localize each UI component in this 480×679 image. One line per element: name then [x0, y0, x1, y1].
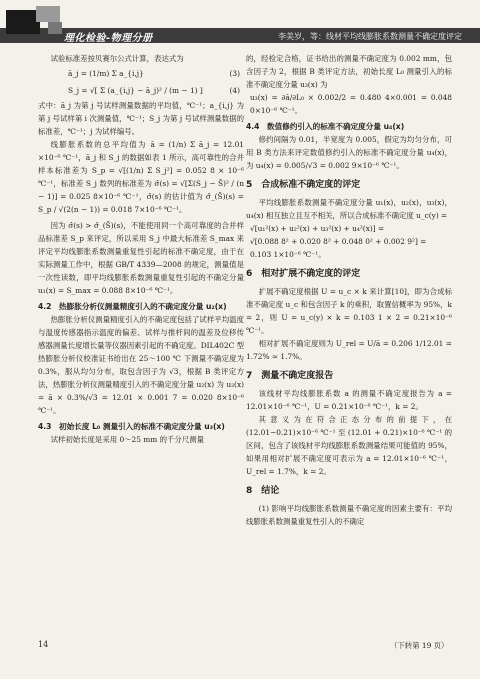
paragraph: 扩展不确定度根据 U = u_c × k 来计算[10]，即为合成标准不确定度 u_c 和包含因子 k 的乘积，取置信概率为 95%，k = 2，则 U = u_c(y) × k = 0.103 1 × 2 = 0.21×10⁻⁶ ℃⁻¹。	[246, 287, 452, 335]
section-heading-6: 6 相对扩展不确定度的评定	[246, 269, 361, 279]
paragraph: 相对扩展不确定度则为 U_rel = U/ā = 0.206 1/12.01 = 1.72% ≈ 1.7%。	[246, 339, 452, 361]
paragraph: 线膨胀系数的总平均值为 ā = (1/n) Σ ā_j = 12.01 ×10⁻⁶ ℃⁻¹，ā_j 和 S_j 的数据如表 1 所示，高可靠性的合并样本标准差为 S_p = √[(1/n) Σ S_j²] = 0.052 8 × 10⁻⁶ ℃⁻¹，标准差 S_j 数列的标准差为 σ̂(s) = √[Σ(S_j − S̄)² / (n − 1)] = 0.025 8×10⁻⁶ ℃⁻¹，σ̂(s) 的估计值为 σ̂_(S̄)(s) = S_p / √(2(n − 1)) = 0.018 7×10⁻⁶ ℃⁻¹。	[38, 140, 244, 214]
continued-note: （下转第 19 页）	[390, 641, 449, 650]
paragraph: 式中：ā_j 为第 j 号试样测量数据的平均值，℃⁻¹；a_{i,j} 为第 j 号试样第 i 次测量值，℃⁻¹；S_j 为第 j 号试样测量数据的标准差，℃⁻¹；j 为试样编号。	[38, 101, 244, 136]
journal-header	[0, 0, 480, 46]
equation-number: (4)	[229, 86, 240, 95]
paragraph: 试验标准差按贝赛尔公式计算，表达式为	[50, 54, 184, 63]
paragraph: 因为 σ̂(s) > σ̂_(S̄)(s)，不能使用同一个高可靠度的合并样品标准差 S_p 来评定，所以采用 S_j 中最大标准差 S_max 来评定平均线膨胀系数测量重复性引起的标准不确定度，由于在实际测量工作中，根据 GB/T 4339—2008 的规定，测量值是一次性读数，即平均线膨胀系数测量重复性引起的不确定分量 u₁(x) = S_max = 0.088 8×10⁻⁶ ℃⁻¹。	[38, 221, 244, 295]
equation-body: ā_j = (1/m) Σ a_{i,j}	[68, 69, 144, 78]
equation-uc-c: 0.103 1×10⁻⁶ ℃⁻¹。	[250, 250, 326, 259]
equation-3	[38, 65, 244, 82]
paragraph: 试样初始长度是采用 0～25 mm 的千分尺测量	[50, 435, 205, 444]
page-number: 14	[38, 640, 49, 649]
left-column	[38, 52, 244, 446]
section-heading-4-3: 4.3 初始长度 L₀ 测量引入的标准不确定度分量 u₃(x)	[38, 422, 225, 431]
paragraph: (1) 影响平均线膨胀系数测量不确定度的因素主要有：平均线膨胀系数测量重复性引入的不确定	[246, 504, 452, 526]
running-title: 李美岁，等：线材平均线膨胀系数测量不确定度评定	[278, 32, 462, 41]
paragraph: 该线材平均线膨胀系数 a 的测量不确定度报告为 a = 12.01×10⁻⁶ ℃⁻¹，U = 0.21×10⁻⁶ ℃⁻¹，k = 2。	[246, 389, 452, 411]
section-heading-7: 7 测量不确定度报告	[246, 371, 334, 381]
journal-logo	[6, 6, 64, 42]
equation-uc-b: √[0.088 8² + 0.020 8² + 0.048 0² + 0.002 9²] =	[250, 237, 427, 246]
equation-body: S_j = √[ Σ (a_{i,j} − ā_j)² / (m − 1) ]	[68, 86, 203, 95]
paragraph: 平均线膨胀系数测量不确定度分量 u₁(x)，u₂(x)，u₃(x)，u₄(x) 相互独立且互不相关，所以合成标准不确定度 u_c(y) =	[246, 198, 452, 220]
paragraph: 其意义为在符合正态分布的前提下，在 (12.01−0.21)×10⁻⁶ ℃⁻¹ 至 (12.01 + 0.21)×10⁻⁶ ℃⁻¹ 的区间，包含了该线材平均线膨胀系数测量结果可能值的 95%，如果用相对扩展不确定度可表示为 a = 12.01×10⁻⁶ ℃⁻¹，U_rel = 1.7%，k = 2。	[246, 415, 452, 476]
right-column	[246, 52, 452, 528]
equation-number: (3)	[229, 69, 240, 78]
equation-uc-a: √[u₁²(x) + u₂²(x) + u₃²(x) + u₄²(x)] =	[250, 224, 385, 233]
equation-4	[38, 82, 244, 99]
journal-title: 理化检验-物理分册	[64, 33, 153, 44]
section-heading-4-4: 4.4 数值修约引入的标准不确定度分量 u₄(x)	[246, 122, 405, 131]
section-heading-4-2: 4.2 热膨胀分析仪测量精度引入的不确定度分量 u₂(x)	[38, 302, 227, 311]
section-heading-8: 8 结论	[246, 486, 280, 496]
paragraph: 的，经检定合格，证书给出的测量不确定度为 0.002 mm，包含因子为 2，根据 B 类评定方法，初始长度 L₀ 测量引入的标准不确定度分量 u₃(x) 为	[246, 54, 452, 89]
equation-u3: u₃(x) = ∂ā/∂L₀ × 0.002/2 = 0.480 4×0.001 = 0.048 0×10⁻⁶ ℃⁻¹。	[250, 93, 452, 115]
section-heading-5: 5 合成标准不确定度的评定	[246, 180, 361, 190]
paragraph: 修约间隔为 0.01，半宽度为 0.005，假定为均匀分布，可用 B 类方法来评定数值修约引入的标准不确定度分量 u₄(x)，为 u₄(x) = 0.005/√3 = 0.002 9×10⁻⁶ ℃⁻¹。	[246, 135, 452, 170]
paragraph: 热膨胀分析仪测量精度引入的不确定度包括了试样平均温度与温度传感器指示温度的偏差、试样与推杆间的温差及位移传感器测量长度增长量等仪器因素引起的不确定度。DIL402C 型热膨胀分析仪校准证书给出在 25～100 ℃ 下测量不确定度为 0.3%，服从均匀分布，取包含因子为 √3，根据 B 类评定方法，热膨胀分析仪测量精度引入的不确定度分量 u₂(x) 为 u₂(x) = ā × 0.3%/√3 = 12.01 × 0.001 7 = 0.020 8×10⁻⁶ ℃⁻¹。	[38, 315, 244, 415]
